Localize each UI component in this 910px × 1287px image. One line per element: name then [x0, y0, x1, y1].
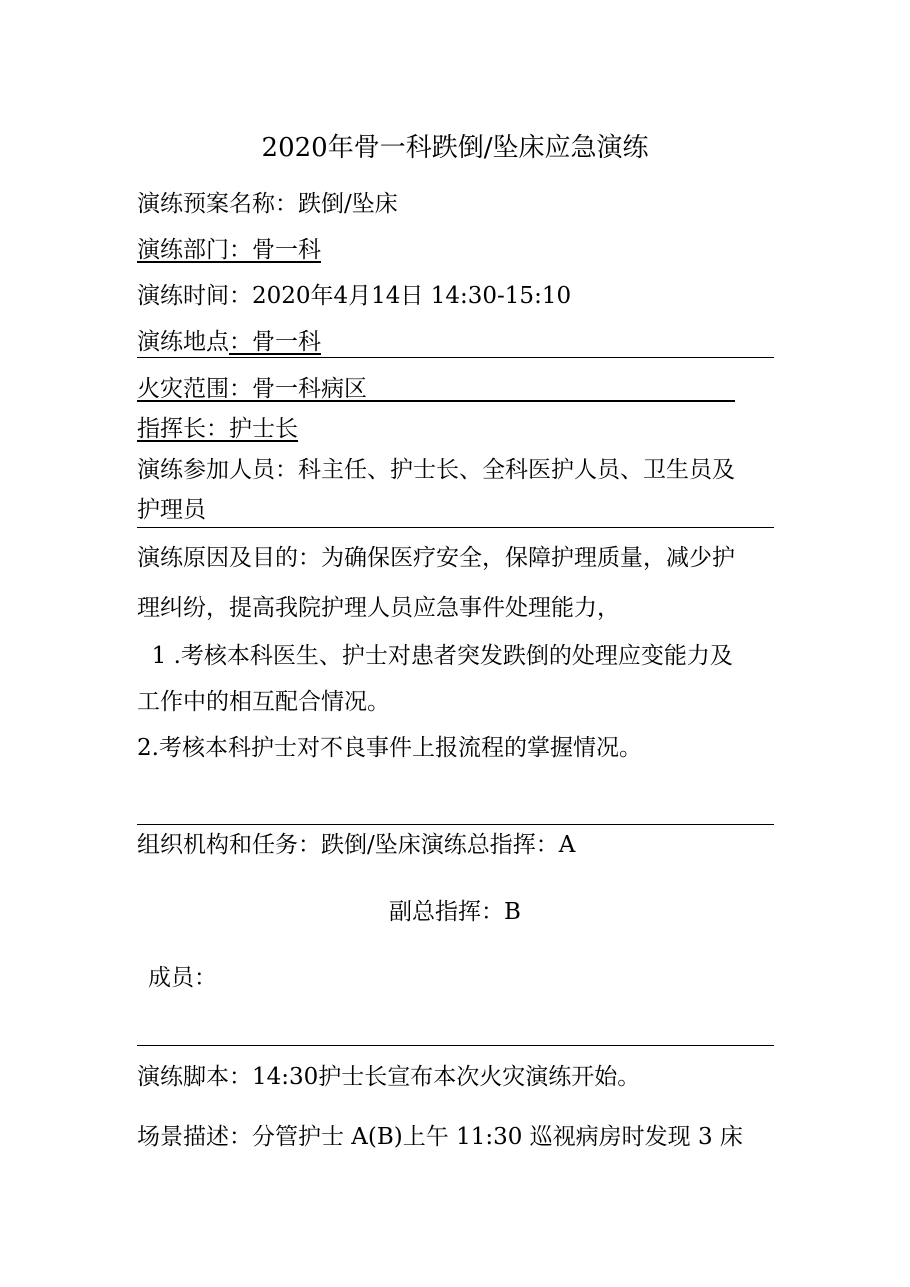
fire-scope-text: 火灾范围：骨一科病区: [137, 376, 367, 402]
divider-line: [137, 1045, 774, 1046]
scene-description: 场景描述：分管护士 A(B)上午 11:30 巡视病房时发现 3 床: [137, 1124, 743, 1150]
plan-name: 演练预案名称：跌倒/坠床: [137, 191, 398, 217]
drill-time: 演练时间：2020年4月14日 14:30-15:10: [137, 283, 572, 309]
item-1-line-1: 1 .考核本科医生、护士对患者突发跌倒的处理应变能力及: [137, 643, 733, 669]
fire-scope: [137, 372, 777, 406]
divider-line: [137, 357, 774, 358]
purpose-line-1: 演练原因及目的：为确保医疗安全，保障护理质量，减少护: [137, 545, 735, 571]
location-value: ：骨一科: [229, 329, 321, 355]
purpose-line-2: 理纠纷，提高我院护理人员应急事件处理能力，: [137, 595, 620, 621]
fire-scope-blank: ________________________________: [367, 376, 735, 402]
item-1-line-2: 工作中的相互配合情况。: [137, 689, 390, 715]
deputy-commander: 副总指挥：B: [389, 899, 521, 925]
participants-line-1: 演练参加人员：科主任、护士长、全科医护人员、卫生员及: [137, 457, 735, 483]
members-label: 成员：: [148, 965, 217, 991]
document-title: 2020年骨一科跌倒/坠床应急演练: [261, 133, 649, 163]
drill-location: [137, 325, 777, 359]
department: 演练部门：骨一科: [137, 237, 321, 263]
item-2: 2.考核本科护士对不良事件上报流程的掌握情况。: [137, 735, 642, 761]
location-label: 演练地点: [137, 329, 229, 355]
participants-line-2: 护理员: [137, 497, 206, 523]
commander: 指挥长：护士长: [137, 416, 298, 442]
drill-script: 演练脚本：14:30护士长宣布本次火灾演练开始。: [137, 1064, 641, 1090]
organization-line: 组织机构和任务：跌倒/坠床演练总指挥：A: [137, 832, 576, 858]
divider-line: [137, 824, 774, 825]
divider-line: [137, 527, 774, 528]
